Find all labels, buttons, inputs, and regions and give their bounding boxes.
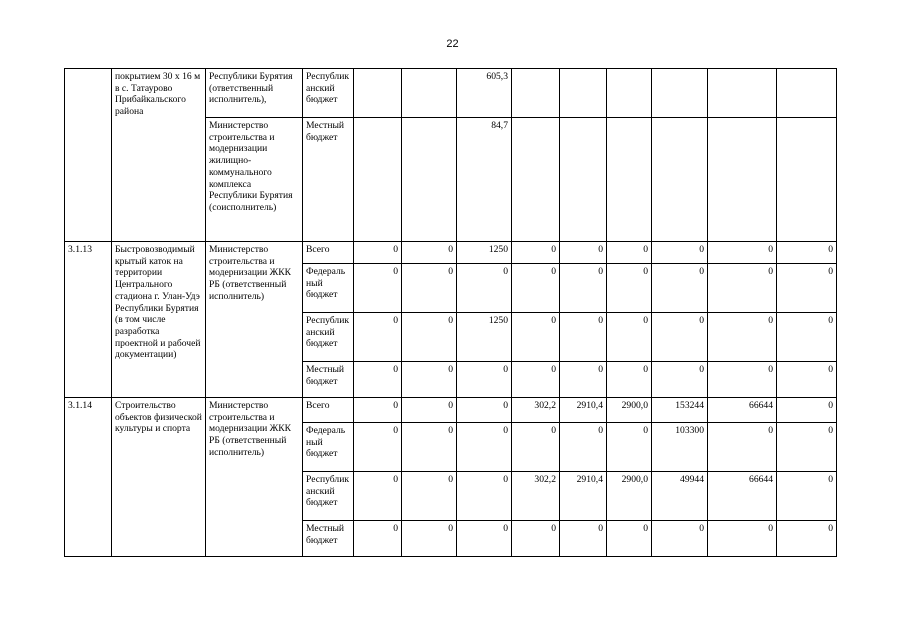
value-cell: 0 bbox=[708, 521, 777, 557]
value-cell: 0 bbox=[607, 264, 652, 313]
value-cell: 0 bbox=[708, 423, 777, 472]
value-cell bbox=[402, 118, 457, 242]
funding-source: Федеральный бюджет bbox=[303, 423, 354, 472]
value-cell bbox=[607, 118, 652, 242]
value-cell: 0 bbox=[607, 521, 652, 557]
table-body bbox=[65, 69, 837, 557]
table-row bbox=[65, 398, 837, 423]
value-cell: 0 bbox=[354, 423, 402, 472]
value-cell: 0 bbox=[777, 521, 837, 557]
value-cell: 66644 bbox=[708, 472, 777, 521]
value-cell: 0 bbox=[512, 423, 560, 472]
program-code bbox=[65, 69, 112, 242]
table-row bbox=[65, 69, 837, 118]
value-cell: 0 bbox=[402, 362, 457, 398]
value-cell: 103300 bbox=[652, 423, 708, 472]
value-cell: 0 bbox=[607, 242, 652, 264]
funding-source: Республиканский бюджет bbox=[303, 472, 354, 521]
value-cell: 49944 bbox=[652, 472, 708, 521]
value-cell bbox=[512, 118, 560, 242]
program-code: 3.1.14 bbox=[65, 398, 112, 557]
funding-source: Республиканский бюджет bbox=[303, 69, 354, 118]
value-cell: 0 bbox=[457, 423, 512, 472]
value-cell bbox=[560, 118, 607, 242]
value-cell: 0 bbox=[708, 313, 777, 362]
program-name: Строительство объектов физической культуры и спорта bbox=[112, 398, 206, 557]
value-cell: 0 bbox=[457, 521, 512, 557]
value-cell: 2900,0 bbox=[607, 472, 652, 521]
value-cell: 0 bbox=[607, 423, 652, 472]
value-cell: 0 bbox=[777, 362, 837, 398]
value-cell: 153244 bbox=[652, 398, 708, 423]
value-cell bbox=[652, 118, 708, 242]
value-cell: 0 bbox=[402, 423, 457, 472]
value-cell bbox=[708, 118, 777, 242]
value-cell: 0 bbox=[512, 313, 560, 362]
table-row bbox=[65, 242, 837, 264]
program-name: Быстровозводимый крытый каток на территории Центрального стадиона г. Улан-Удэ Республики Бурятия (в том числе разработка проектной и рабочей документации) bbox=[112, 242, 206, 398]
funding-source: Местный бюджет bbox=[303, 521, 354, 557]
value-cell: 0 bbox=[402, 521, 457, 557]
value-cell bbox=[777, 118, 837, 242]
value-cell: 0 bbox=[354, 313, 402, 362]
value-cell: 302,2 bbox=[512, 398, 560, 423]
value-cell: 0 bbox=[560, 242, 607, 264]
budget-table bbox=[64, 68, 837, 557]
value-cell: 0 bbox=[777, 398, 837, 423]
value-cell: 1250 bbox=[457, 313, 512, 362]
value-cell: 0 bbox=[652, 242, 708, 264]
value-cell: 0 bbox=[354, 362, 402, 398]
value-cell: 0 bbox=[607, 313, 652, 362]
page-number: 22 bbox=[446, 38, 459, 50]
value-cell: 0 bbox=[560, 362, 607, 398]
executor-cell: Республики Бурятия (ответственный исполнитель), bbox=[206, 69, 303, 118]
funding-source: Местный бюджет bbox=[303, 118, 354, 242]
value-cell: 0 bbox=[560, 521, 607, 557]
program-name: покрытием 30 х 16 м в с. Татаурово Прибайкальского района bbox=[112, 69, 206, 242]
value-cell: 0 bbox=[708, 242, 777, 264]
value-cell: 0 bbox=[354, 242, 402, 264]
value-cell: 0 bbox=[708, 362, 777, 398]
value-cell: 0 bbox=[402, 313, 457, 362]
executor-cell: Министерство строительства и модернизации ЖКК РБ (ответственный исполнитель) bbox=[206, 398, 303, 557]
value-cell: 302,2 bbox=[512, 472, 560, 521]
value-cell: 0 bbox=[652, 521, 708, 557]
value-cell: 605,3 bbox=[457, 69, 512, 118]
value-cell: 0 bbox=[708, 264, 777, 313]
value-cell: 0 bbox=[560, 423, 607, 472]
value-cell: 0 bbox=[512, 521, 560, 557]
value-cell: 0 bbox=[777, 472, 837, 521]
value-cell: 2910,4 bbox=[560, 472, 607, 521]
value-cell: 0 bbox=[777, 313, 837, 362]
value-cell: 1250 bbox=[457, 242, 512, 264]
value-cell: 0 bbox=[512, 242, 560, 264]
value-cell bbox=[777, 69, 837, 118]
value-cell: 0 bbox=[652, 362, 708, 398]
funding-source: Местный бюджет bbox=[303, 362, 354, 398]
funding-source: Федеральный бюджет bbox=[303, 264, 354, 313]
value-cell: 0 bbox=[402, 242, 457, 264]
value-cell: 0 bbox=[354, 472, 402, 521]
funding-source: Всего bbox=[303, 398, 354, 423]
value-cell: 0 bbox=[512, 264, 560, 313]
value-cell: 0 bbox=[777, 423, 837, 472]
value-cell: 0 bbox=[777, 264, 837, 313]
value-cell bbox=[402, 69, 457, 118]
value-cell: 0 bbox=[402, 264, 457, 313]
value-cell: 66644 bbox=[708, 398, 777, 423]
value-cell bbox=[560, 69, 607, 118]
value-cell bbox=[652, 69, 708, 118]
value-cell: 0 bbox=[402, 472, 457, 521]
value-cell: 84,7 bbox=[457, 118, 512, 242]
value-cell: 0 bbox=[457, 472, 512, 521]
value-cell: 0 bbox=[354, 398, 402, 423]
value-cell bbox=[708, 69, 777, 118]
value-cell: 2900,0 bbox=[607, 398, 652, 423]
value-cell: 0 bbox=[652, 313, 708, 362]
value-cell: 0 bbox=[560, 313, 607, 362]
value-cell: 0 bbox=[457, 362, 512, 398]
value-cell: 2910,4 bbox=[560, 398, 607, 423]
program-code: 3.1.13 bbox=[65, 242, 112, 398]
value-cell: 0 bbox=[402, 398, 457, 423]
executor-cell: Министерство строительства и модернизации жилищно-коммунального комплекса Республики Бурятия (соисполнитель) bbox=[206, 118, 303, 242]
executor-cell: Министерство строительства и модернизации ЖКК РБ (ответственный исполнитель) bbox=[206, 242, 303, 398]
value-cell: 0 bbox=[512, 362, 560, 398]
value-cell bbox=[354, 69, 402, 118]
value-cell: 0 bbox=[354, 264, 402, 313]
funding-source: Республиканский бюджет bbox=[303, 313, 354, 362]
value-cell: 0 bbox=[457, 264, 512, 313]
value-cell bbox=[607, 69, 652, 118]
value-cell bbox=[354, 118, 402, 242]
value-cell: 0 bbox=[457, 398, 512, 423]
value-cell: 0 bbox=[560, 264, 607, 313]
value-cell: 0 bbox=[607, 362, 652, 398]
value-cell: 0 bbox=[777, 242, 837, 264]
value-cell bbox=[512, 69, 560, 118]
value-cell: 0 bbox=[354, 521, 402, 557]
value-cell: 0 bbox=[652, 264, 708, 313]
funding-source: Всего bbox=[303, 242, 354, 264]
